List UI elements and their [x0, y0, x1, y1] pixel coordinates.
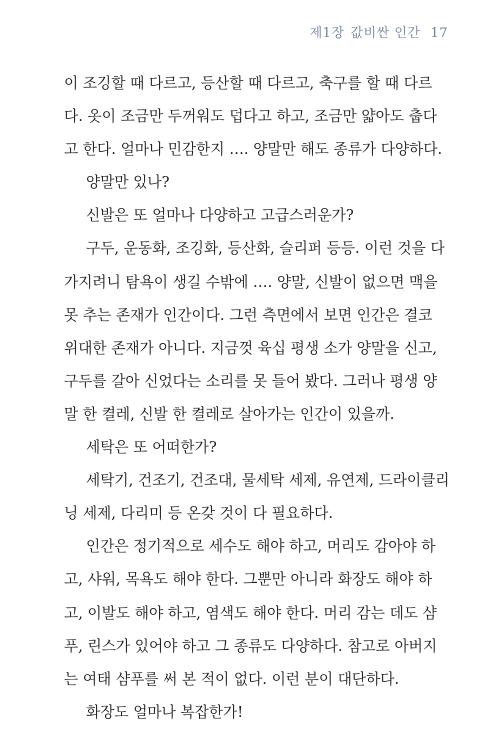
- text-line: 못 추는 존재가 인간이다. 그런 측면에서 보면 인간은 결코: [64, 306, 433, 324]
- text-line: 고, 샤워, 목욕도 해야 한다. 그뿐만 아니라 화장도 해야 하: [64, 571, 433, 589]
- text-line: 푸, 린스가 있어야 하고 그 종류도 다양하다. 참고로 아버지: [64, 637, 438, 655]
- text-line: 구두를 갈아 신었다는 소리를 못 들어 봤다. 그러나 평생 양: [64, 372, 438, 390]
- text-line: 고, 이발도 해야 하고, 염색도 해야 한다. 머리 감는 데도 샴: [64, 604, 437, 622]
- text-line: 고 한다. 얼마나 민감한지 …. 양말만 해도 종류가 다양하다.: [64, 141, 443, 159]
- text-line: 신발은 또 얼마나 다양하고 고급스러운가?: [86, 207, 354, 225]
- text-line: 이 조깅할 때 다르고, 등산할 때 다르고, 축구를 할 때 다르: [64, 75, 433, 92]
- text-line: 위대한 존재가 아니다. 지금껏 육십 평생 소가 양말을 신고,: [64, 339, 438, 357]
- text-line: 인간은 정기적으로 세수도 해야 하고, 머리도 감아야 하: [86, 538, 436, 556]
- text-line: 닝 세제, 다리미 등 온갖 것이 다 필요하다.: [64, 505, 334, 523]
- text-line: 세탁기, 건조기, 건조대, 물세탁 세제, 유연제, 드라이클리: [86, 472, 449, 490]
- body-text: [64, 67, 449, 729]
- text-line: 구두, 운동화, 조깅화, 등산화, 슬리퍼 등등. 이런 것을 다: [86, 240, 445, 258]
- page-number: 17: [430, 26, 448, 41]
- text-line: 말 한 켤레, 신발 한 켤레로 살아가는 인간이 있을까.: [64, 405, 395, 423]
- text-line: 양말만 있나?: [86, 174, 170, 192]
- text-line: 세탁은 또 어떠한가?: [86, 439, 217, 457]
- text-line: 가지려니 탐욕이 생길 수밖에 …. 양말, 신발이 없으면 맥을: [64, 273, 438, 291]
- chapter-title: 값비싼 인간: [350, 26, 421, 41]
- text-line: 는 여태 샴푸를 써 본 적이 없다. 이런 분이 대단하다.: [64, 670, 400, 688]
- text-line: 다. 옷이 조금만 두꺼워도 덥다고 하고, 조금만 얇아도 춥다: [64, 108, 438, 126]
- running-header: [310, 22, 448, 41]
- chapter-label: 제1장: [309, 26, 345, 41]
- text-line: 화장도 얼마나 복잡한가!: [86, 703, 244, 721]
